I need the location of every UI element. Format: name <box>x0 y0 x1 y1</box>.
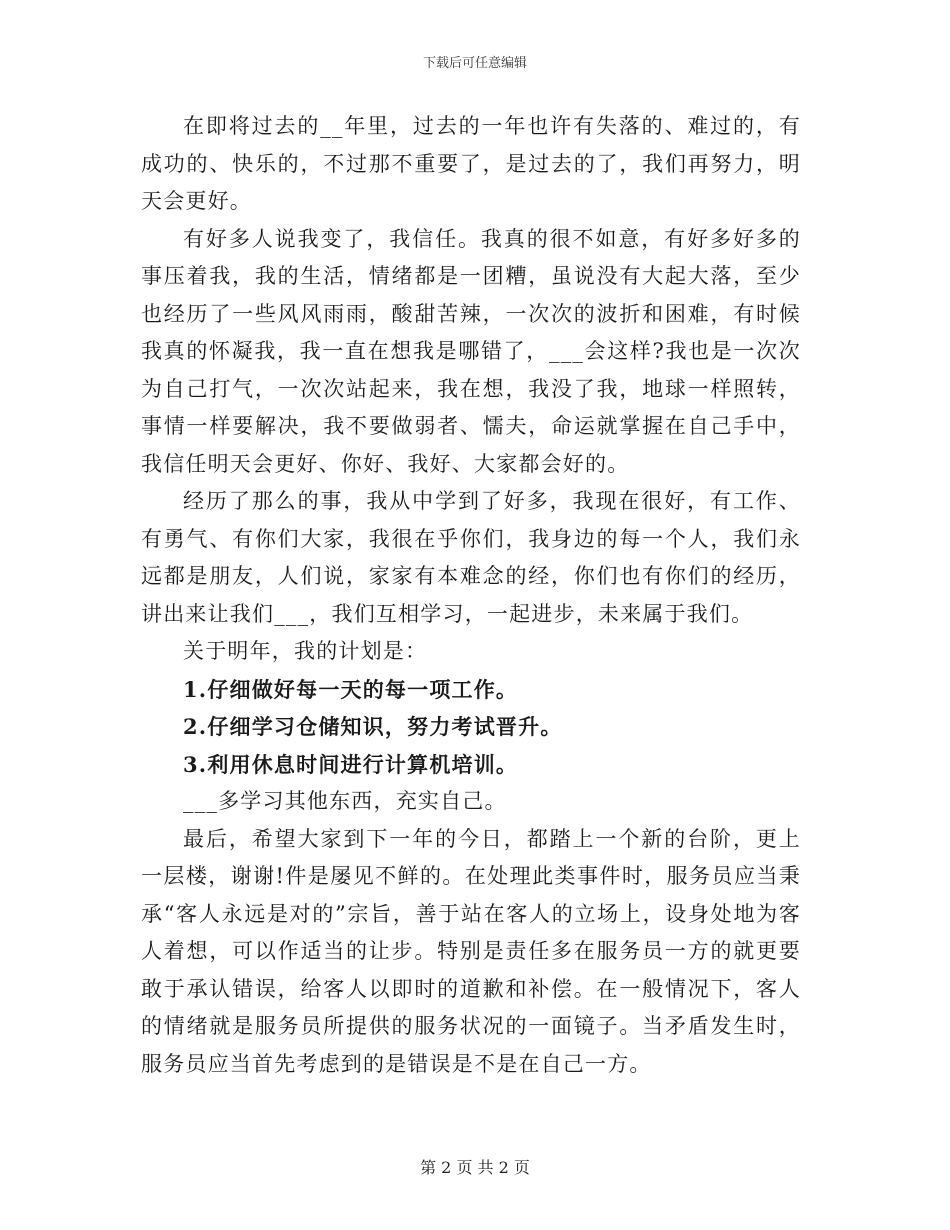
plan-item-2: 2.仔细学习仓储知识，努力考试晋升。 <box>183 714 563 739</box>
paragraph-gratitude: 经历了那么的事，我从中学到了好多，我现在很好，有工作、有勇气、有你们大家，我很在乎你们，我身边的每一个人，我们永远都是朋友，人们说，家家有本难念的经，你们也有你们的经历，讲出来让我们___，我们互相学习，一起进步，未来属于我们。 <box>141 489 801 626</box>
plan-heading: 关于明年，我的计划是： <box>183 639 428 663</box>
paragraph-closing: 最后，希望大家到下一年的今日，都踏上一个新的台阶，更上一层楼，谢谢!件是屡见不鲜的。在处理此类事件时，服务员应当秉承“客人永远是对的”宗旨，善于站在客人的立场上，设身处地为客人着想，可以作适当的让步。特别是责任多在服务员一方的就更要敢于承认错误，给客人以即时的道歉和补偿。在一般情况下，客人的情绪就是服务员所提供的服务状况的一面镜子。当矛盾发生时，服务员应当首先考虑到的是错误是不是在自己一方。 <box>141 826 801 1076</box>
page-footer: 第 2 页 共 2 页 <box>420 1158 530 1177</box>
page-header: 下载后可任意编辑 <box>422 56 527 71</box>
plan-item-extra: ___多学习其他东西，充实自己。 <box>183 789 507 813</box>
plan-item-3: 3.利用休息时间进行计算机培训。 <box>183 751 519 777</box>
paragraph-intro: 在即将过去的__年里，过去的一年也许有失落的、难过的，有成功的、快乐的，不过那不重要了，是过去的了，我们再努力，明天会更好。 <box>141 114 801 213</box>
plan-item-1: 1.仔细做好每一天的每一项工作。 <box>183 676 519 702</box>
document-body <box>141 108 801 1083</box>
paragraph-reflection: 有好多人说我变了，我信任。我真的很不如意，有好多好多的事压着我，我的生活，情绪都是一团糟，虽说没有大起大落，至少也经历了一些风风雨雨，酸甜苦辣，一次次的波折和困难，有时候我真的怀凝我，我一直在想我是哪错了，___会这样?我也是一次次为自己打气，一次次站起来，我在想，我没了我，地球一样照转，事情一样要解决，我不要做弱者、懦夫，命运就掌握在自己手中，我信任明天会更好、你好、我好、大家都会好的。 <box>141 226 801 476</box>
